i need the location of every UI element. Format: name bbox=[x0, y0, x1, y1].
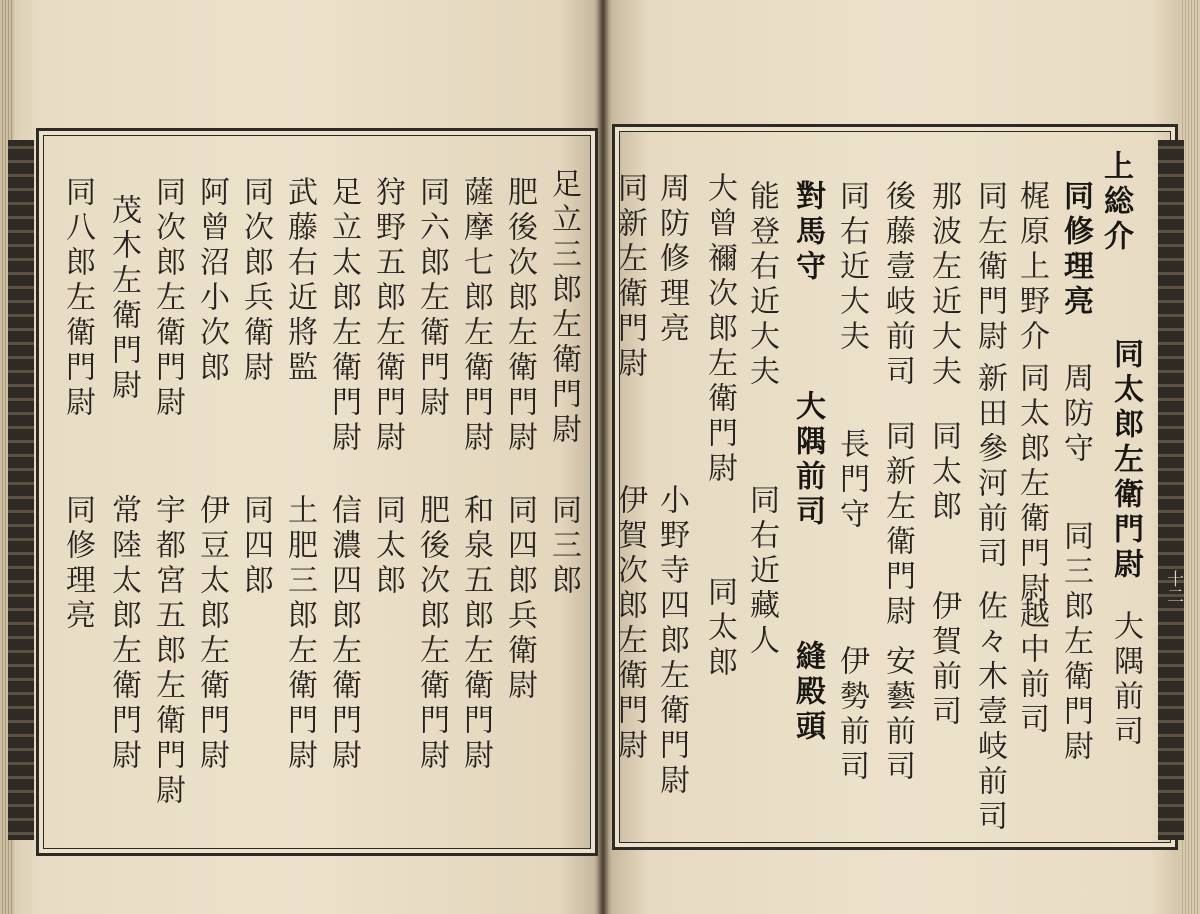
left-entry-12: 同修理亮 bbox=[60, 494, 95, 634]
left-col-9: 阿曾沼小次郎 bbox=[194, 176, 229, 386]
left-col-4: 同六郎左衛門尉 bbox=[414, 176, 449, 421]
right-col-11: 周防修理亮 bbox=[654, 172, 689, 347]
right-entry-5: 同太郎左衛門尉 bbox=[1014, 362, 1049, 607]
right-entry-12: 安藝前司 bbox=[880, 645, 915, 785]
right-col-9: 能登右近大夫 bbox=[744, 180, 779, 390]
right-entry-18: 同太郎 bbox=[702, 576, 737, 681]
right-col-8: 對馬守 bbox=[790, 180, 825, 285]
right-entry-6: 越中前司 bbox=[1014, 598, 1049, 738]
right-entry-20: 伊賀次郎左衛門尉 bbox=[612, 484, 647, 764]
leaf-number: 十二 bbox=[1163, 570, 1183, 604]
left-col-7: 武藤右近將監 bbox=[282, 176, 317, 386]
left-col-11: 茂木左衛門尉 bbox=[106, 194, 141, 404]
right-entry-2: 周防守 bbox=[1058, 362, 1093, 467]
left-col-10: 同次郎左衛門尉 bbox=[150, 176, 185, 421]
left-fold-strip bbox=[8, 140, 34, 840]
right-col-1: 上総介 bbox=[1098, 150, 1133, 255]
left-entry-4: 肥後次郎左衛門尉 bbox=[414, 494, 449, 774]
right-col-7: 同右近大夫 bbox=[834, 180, 869, 355]
left-entry-3: 和泉五郎左衛門尉 bbox=[458, 494, 493, 774]
left-entry-7: 土肥三郎左衛門尉 bbox=[282, 494, 317, 774]
left-entry-1: 同三郎 bbox=[546, 494, 581, 599]
right-col-3: 梶原上野介 bbox=[1014, 180, 1049, 355]
right-fold-strip bbox=[1158, 140, 1184, 840]
left-entry-10: 宇都宮五郎左衛門尉 bbox=[150, 494, 185, 809]
left-col-1: 足立三郎左衛門尉 bbox=[546, 168, 581, 448]
right-entry-8: 佐々木壹岐前司 bbox=[972, 590, 1007, 835]
right-entry-4: 大隅前司 bbox=[1108, 610, 1143, 750]
right-entry-17: 同右近藏人 bbox=[744, 484, 779, 659]
left-col-3: 薩摩七郎左衛門尉 bbox=[458, 176, 493, 456]
right-entry-13: 長門守 bbox=[834, 428, 869, 533]
right-entry-11: 同新左衛門尉 bbox=[880, 420, 915, 630]
right-entry-16: 縫殿頭 bbox=[790, 640, 825, 745]
right-col-4: 同左衛門尉 bbox=[972, 180, 1007, 355]
right-entry-14: 伊勢前司 bbox=[834, 645, 869, 785]
right-entry-7: 新田參河前司 bbox=[972, 362, 1007, 572]
right-entry-15: 大隅前司 bbox=[790, 390, 825, 530]
left-col-6: 足立太郎左衛門尉 bbox=[326, 176, 361, 456]
left-col-2: 肥後次郎左衛門尉 bbox=[502, 176, 537, 456]
right-entry-19: 小野寺四郎左衛門尉 bbox=[654, 484, 689, 799]
right-col-10: 大曾禰次郎左衛門尉 bbox=[702, 172, 737, 487]
right-entry-1: 同太郎左衛門尉 bbox=[1108, 338, 1143, 583]
right-col-5: 那波左近大夫 bbox=[926, 180, 961, 390]
book-gutter bbox=[598, 0, 608, 914]
right-col-6: 後藤壹岐前司 bbox=[880, 180, 915, 390]
right-entry-10: 伊賀前司 bbox=[926, 590, 961, 730]
right-entry-9: 同太郎 bbox=[926, 420, 961, 525]
left-col-12: 同八郎左衛門尉 bbox=[60, 176, 95, 421]
right-col-2: 同修理亮 bbox=[1058, 180, 1093, 320]
left-entry-6: 信濃四郎左衛門尉 bbox=[326, 494, 361, 774]
left-entry-2: 同四郎兵衛尉 bbox=[502, 494, 537, 704]
right-col-12: 同新左衛門尉 bbox=[612, 172, 647, 382]
left-col-8: 同次郎兵衛尉 bbox=[238, 176, 273, 386]
left-entry-8: 同四郎 bbox=[238, 494, 273, 599]
left-entry-9: 伊豆太郎左衛門尉 bbox=[194, 494, 229, 774]
right-entry-3: 同三郎左衛門尉 bbox=[1058, 520, 1093, 765]
left-entry-11: 常陸太郎左衛門尉 bbox=[106, 494, 141, 774]
left-col-5: 狩野五郎左衛門尉 bbox=[370, 176, 405, 456]
left-entry-5: 同太郎 bbox=[370, 494, 405, 599]
